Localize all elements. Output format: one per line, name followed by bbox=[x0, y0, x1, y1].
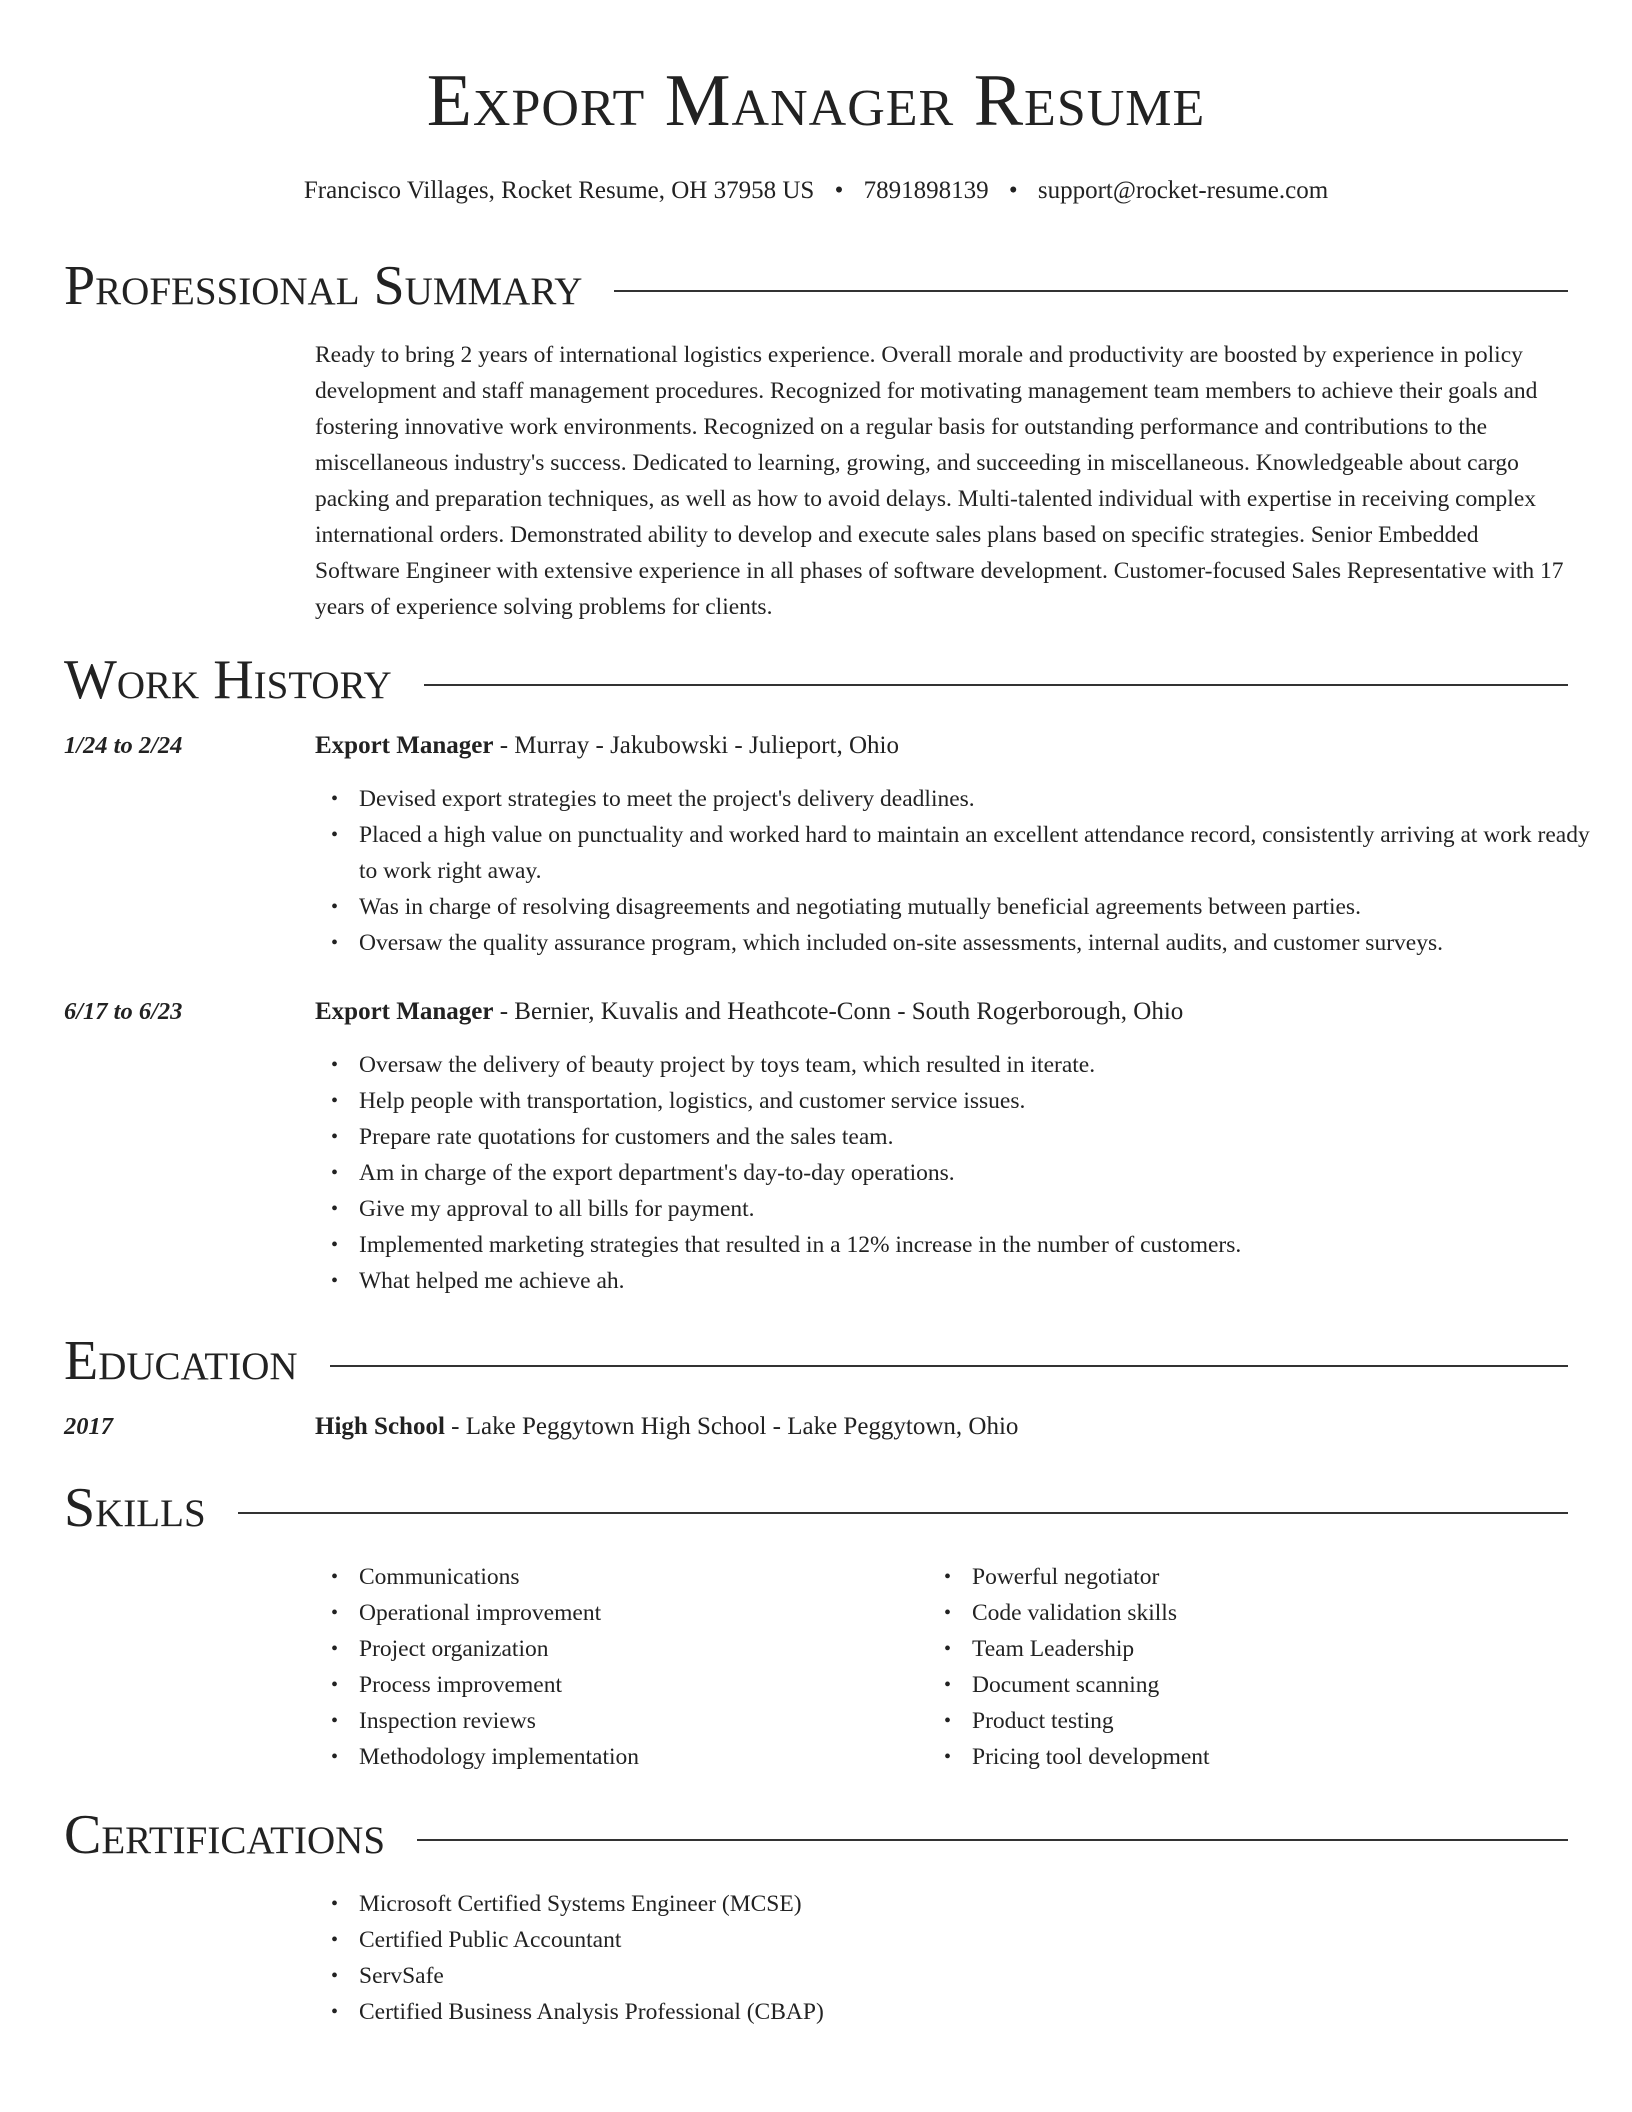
skill-item: • Process improvement bbox=[359, 1667, 919, 1703]
list-item: • Am in charge of the export department's day-to-day operations. bbox=[359, 1155, 1612, 1191]
certification-item: • Certified Business Analysis Professional (CBAP) bbox=[359, 1994, 1612, 2030]
list-item: • Oversaw the delivery of beauty project by toys team, which resulted in iterate. bbox=[359, 1047, 1612, 1083]
skill-item: • Methodology implementation bbox=[359, 1739, 919, 1775]
work-history-section bbox=[64, 647, 1590, 1294]
section-title: Certifications bbox=[64, 1802, 417, 1868]
resume-title: Export Manager Resume bbox=[426, 60, 1206, 142]
education-school: - Lake Peggytown High School - Lake Peggytown, Ohio bbox=[444, 1413, 1019, 1440]
list-item: • Devised export strategies to meet the project's delivery deadlines. bbox=[359, 781, 1612, 817]
list-item: • Implemented marketing strategies that resulted in a 12% increase in the number of customers. bbox=[359, 1227, 1612, 1263]
section-header bbox=[64, 1475, 1568, 1541]
section-divider bbox=[64, 1512, 1568, 1514]
certifications-list bbox=[315, 1886, 1612, 2030]
job-bullets bbox=[315, 1047, 1612, 1299]
education-heading bbox=[315, 1410, 1018, 1444]
job-heading bbox=[315, 729, 899, 763]
list-item: • Placed a high value on punctuality and worked hard to maintain an excellent attendance record, consistently arriving at work ready to work right away. bbox=[359, 817, 1612, 889]
certification-item: • ServSafe bbox=[359, 1958, 1612, 1994]
section-header bbox=[64, 647, 1568, 713]
contact-separator: • bbox=[1008, 177, 1018, 204]
job-bullets bbox=[315, 781, 1612, 961]
skill-item: • Project organization bbox=[359, 1631, 919, 1667]
skill-item: • Team Leadership bbox=[972, 1631, 1532, 1667]
skill-item: • Document scanning bbox=[972, 1667, 1532, 1703]
contact-phone: 7891898139 bbox=[863, 177, 989, 204]
skill-item: • Code validation skills bbox=[972, 1595, 1532, 1631]
section-header bbox=[64, 1802, 1568, 1868]
skills-list-left bbox=[315, 1559, 919, 1775]
list-item: • Give my approval to all bills for payment. bbox=[359, 1191, 1612, 1227]
section-title: Work History bbox=[64, 647, 424, 713]
skill-item: • Product testing bbox=[972, 1703, 1532, 1739]
skills-list-right bbox=[928, 1559, 1532, 1775]
list-item: • Prepare rate quotations for customers and the sales team. bbox=[359, 1119, 1612, 1155]
contact-address: Francisco Villages, Rocket Resume, OH 37958 US bbox=[303, 177, 815, 204]
job-employer: - Murray - Jakubowski - Julieport, Ohio bbox=[493, 732, 899, 759]
education-section bbox=[64, 1328, 1568, 1440]
skills-section bbox=[64, 1475, 1568, 1770]
contact-email: support@rocket-resume.com bbox=[1037, 177, 1329, 204]
job-title: Export Manager bbox=[315, 998, 494, 1025]
contact-line bbox=[0, 174, 1632, 208]
education-year: 2017 bbox=[64, 1413, 113, 1440]
certifications-section bbox=[64, 1802, 1568, 2025]
job-employer: - Bernier, Kuvalis and Heathcote-Conn - South Rogerborough, Ohio bbox=[493, 998, 1184, 1025]
education-degree: High School bbox=[315, 1413, 445, 1440]
summary-section bbox=[64, 253, 1568, 620]
section-title: Skills bbox=[64, 1475, 238, 1541]
list-item: • Was in charge of resolving disagreements and negotiating mutually beneficial agreements between parties. bbox=[359, 889, 1612, 925]
skill-item: • Inspection reviews bbox=[359, 1703, 919, 1739]
section-title: Professional Summary bbox=[64, 253, 614, 319]
section-header bbox=[64, 1328, 1568, 1394]
job-heading bbox=[315, 995, 1183, 1029]
list-item: • Oversaw the quality assurance program, which included on-site assessments, internal audits, and customer surveys. bbox=[359, 925, 1612, 961]
certification-item: • Certified Public Accountant bbox=[359, 1922, 1612, 1958]
job-dates: 6/17 to 6/23 bbox=[64, 998, 183, 1025]
skill-item: • Communications bbox=[359, 1559, 919, 1595]
job-dates: 1/24 to 2/24 bbox=[64, 732, 183, 759]
list-item: • Help people with transportation, logistics, and customer service issues. bbox=[359, 1083, 1612, 1119]
section-title: Education bbox=[64, 1328, 330, 1394]
certification-item: • Microsoft Certified Systems Engineer (MCSE) bbox=[359, 1886, 1612, 1922]
list-item: • What helped me achieve ah. bbox=[359, 1263, 1612, 1299]
skill-item: • Operational improvement bbox=[359, 1595, 919, 1631]
job-title: Export Manager bbox=[315, 732, 494, 759]
summary-text: Ready to bring 2 years of international logistics experience. Overall morale and productivity are boosted by experience in policy development and staff management procedures. Recognized for motivating management team members to achieve their goals and fostering innovative work environments. Recognized on a regular basis for outstanding performance and contributions to the miscellaneous industry's success. Dedicated to learning, growing, and succeeding in miscellaneous. Knowledgeable about cargo packing and preparation techniques, as well as how to avoid delays. Multi-talented individual with expertise in receiving complex international orders. Demonstrated ability to develop and execute sales plans based on specific strategies. Senior Embedded Software Engineer with extensive experience in all phases of software development. Customer-focused Sales Representative with 17 years of experience solving problems for clients. bbox=[315, 342, 1564, 620]
contact-separator: • bbox=[834, 177, 844, 204]
skill-item: • Powerful negotiator bbox=[972, 1559, 1532, 1595]
section-header bbox=[64, 253, 1568, 319]
skill-item: • Pricing tool development bbox=[972, 1739, 1532, 1775]
